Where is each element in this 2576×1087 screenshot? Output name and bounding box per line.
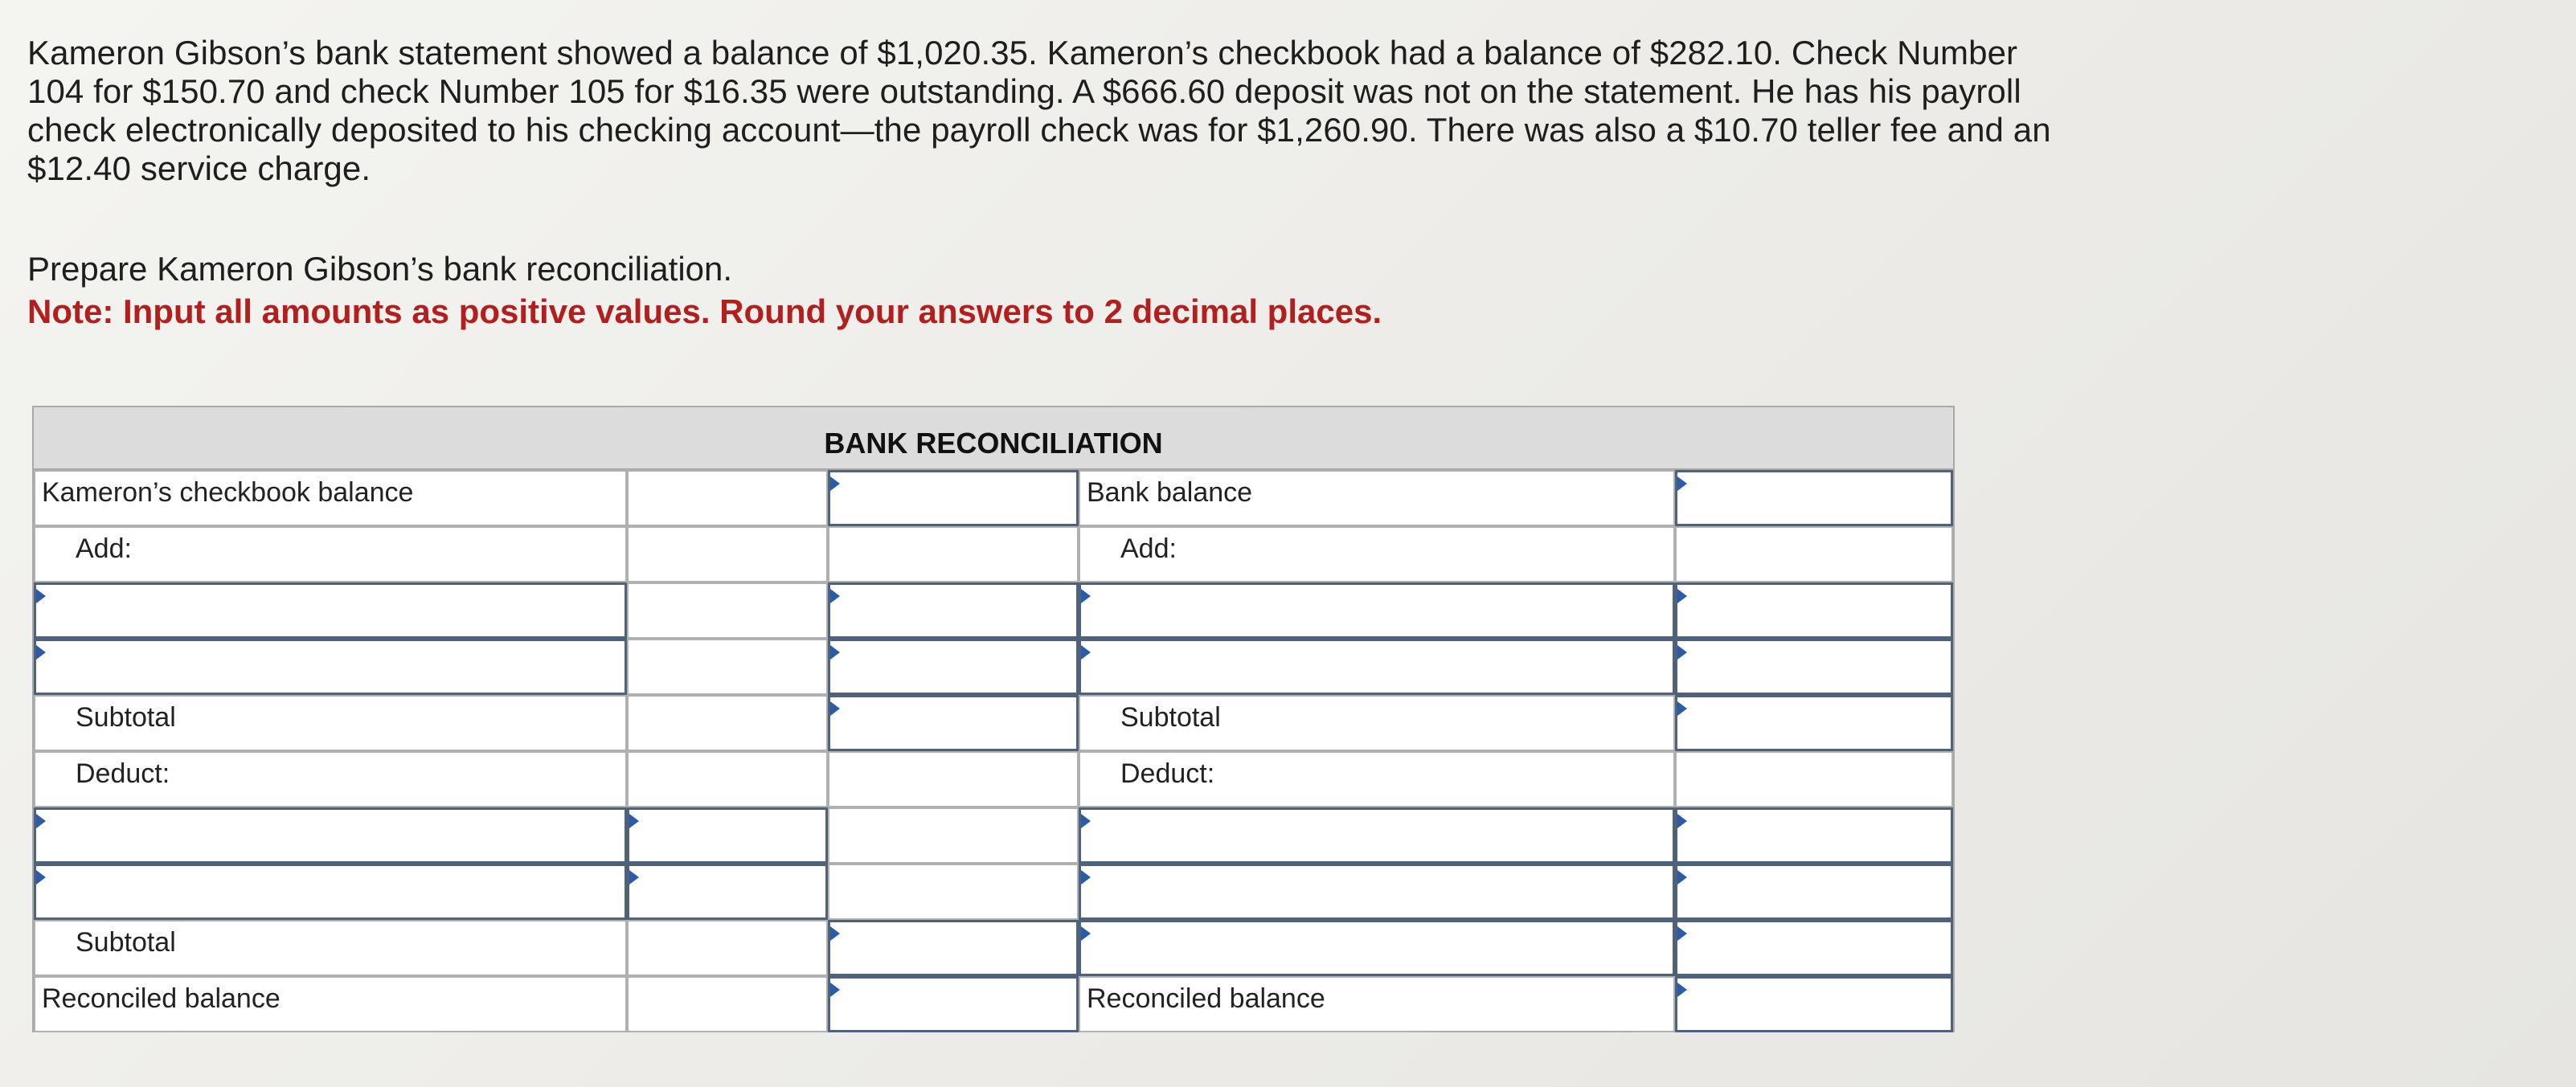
left-add-item-1-spacer [627, 582, 828, 639]
reconciliation-title: BANK RECONCILIATION [34, 407, 1953, 470]
right-deduct-amount-1-input[interactable] [1675, 807, 1953, 864]
left-add-amount-2-input[interactable] [828, 639, 1079, 695]
checkbook-balance-amount-input[interactable] [828, 470, 1079, 526]
left-deduct-label: Deduct: [34, 751, 627, 807]
left-add-total-cell [828, 526, 1079, 582]
right-subtotal-label: Subtotal [1079, 695, 1675, 751]
left-add-item-2-input[interactable] [34, 639, 627, 695]
left-deduct-item-1-total [828, 807, 1079, 864]
left-deduct-total-cell [828, 751, 1079, 807]
problem-line-1: Kameron Gibson’s bank statement showed a balance of $1,020.35. Kameron’s checkbook had a balance of $282.10. Check Number [27, 34, 2018, 72]
left-add-spacer-cell [627, 526, 828, 582]
left-subtotal-2-spacer [627, 920, 828, 976]
problem-statement [27, 34, 2358, 188]
left-subtotal-spacer [627, 695, 828, 751]
left-reconciled-balance-input[interactable] [828, 976, 1079, 1032]
left-subtotal-label: Subtotal [34, 695, 627, 751]
instruction-text: Prepare Kameron Gibson’s bank reconciliation. [27, 250, 733, 288]
bank-reconciliation-table [32, 406, 1955, 1032]
checkbook-balance-label: Kameron’s checkbook balance [34, 470, 627, 526]
right-reconciled-balance-input[interactable] [1675, 976, 1953, 1032]
right-deduct-item-1-input[interactable] [1079, 807, 1675, 864]
right-deduct-amount-2-input[interactable] [1675, 864, 1953, 920]
right-deduct-label: Deduct: [1079, 751, 1675, 807]
right-add-label: Add: [1079, 526, 1675, 582]
left-subtotal-2-input[interactable] [828, 920, 1079, 976]
right-add-item-2-input[interactable] [1079, 639, 1675, 695]
left-add-label: Add: [34, 526, 627, 582]
left-add-item-2-spacer [627, 639, 828, 695]
right-deduct-item-3-input[interactable] [1079, 920, 1675, 976]
right-subtotal-input[interactable] [1675, 695, 1953, 751]
right-add-amount-1-input[interactable] [1675, 582, 1953, 639]
right-add-amount-2-input[interactable] [1675, 639, 1953, 695]
right-reconciled-balance-label: Reconciled balance [1079, 976, 1675, 1032]
checkbook-spacer-cell [627, 470, 828, 526]
bank-balance-amount-input[interactable] [1675, 470, 1953, 526]
left-subtotal-2-label: Subtotal [34, 920, 627, 976]
left-add-amount-1-input[interactable] [828, 582, 1079, 639]
left-deduct-item-2-input[interactable] [34, 864, 627, 920]
left-subtotal-input[interactable] [828, 695, 1079, 751]
left-deduct-item-2-total [828, 864, 1079, 920]
problem-line-4: $12.40 service charge. [27, 149, 371, 187]
left-reconciled-spacer [627, 976, 828, 1032]
right-deduct-total-cell [1675, 751, 1953, 807]
left-add-item-1-input[interactable] [34, 582, 627, 639]
note-text: Note: Input all amounts as positive values. Round your answers to 2 decimal places. [27, 292, 1382, 330]
left-deduct-spacer [627, 751, 828, 807]
left-deduct-amount-2-input[interactable] [627, 864, 828, 920]
left-deduct-amount-1-input[interactable] [627, 807, 828, 864]
left-reconciled-balance-label: Reconciled balance [34, 976, 627, 1032]
problem-line-3: check electronically deposited to his checking account—the payroll check was for $1,260.90. There was also a $10.70 teller fee and an [27, 111, 2051, 149]
bank-balance-label: Bank balance [1079, 470, 1675, 526]
right-deduct-item-2-input[interactable] [1079, 864, 1675, 920]
right-add-item-1-input[interactable] [1079, 582, 1675, 639]
left-deduct-item-1-input[interactable] [34, 807, 627, 864]
problem-line-2: 104 for $150.70 and check Number 105 for $16.35 were outstanding. A $666.60 deposit was not on the statement. He has his payroll [27, 72, 2021, 110]
right-deduct-amount-3-input[interactable] [1675, 920, 1953, 976]
right-add-total-cell [1675, 526, 1953, 582]
